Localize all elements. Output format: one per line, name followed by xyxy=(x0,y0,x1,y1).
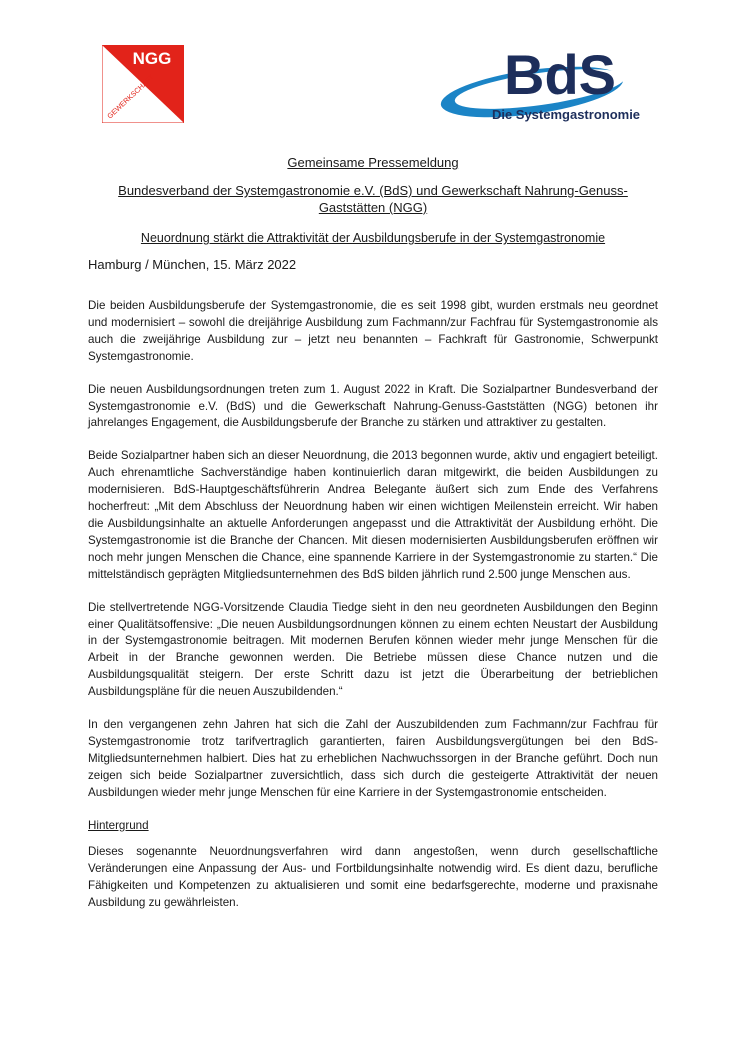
ngg-logo-subtext: GEWERKSCHAFT xyxy=(105,72,156,121)
section-heading-hintergrund: Hintergrund xyxy=(88,818,149,832)
document-title: Bundesverband der Systemgastronomie e.V. (BdS) und Gewerkschaft Nahrung-Genuss-Gaststätten (NGG) xyxy=(118,183,628,215)
background-paragraph: Dieses sogenannte Neuordnungsverfahren wird dann angestoßen, wenn durch gesellschaftliche Veränderungen eine Anpassung der Aus- und Fortbildungsinhalte notwendig wird. Es dient dazu, berufliche Fähigkeiten und Kompetenzen zu aktualisieren und somit eine bedarfsgerechte, moderne und praxisnahe Ausbildung zu gewährleisten. xyxy=(88,845,658,910)
body-paragraph: Die neuen Ausbildungsordnungen treten zum 1. August 2022 in Kraft. Die Sozialpartner Bundesverband der Systemgastronomie e.V. (BdS) und die Gewerkschaft Nahrung-Genuss-Gaststätten (NGG) betonen ihr jahrelanges Engagement, die Ausbildungsberufe der Branche zu stärken und attraktiver zu gestalten. xyxy=(88,382,658,430)
bds-logo-tagline: Die Systemgastronomie xyxy=(491,107,641,122)
ngg-logo-brand: NGG xyxy=(132,49,172,68)
dateline: Hamburg / München, 15. März 2022 xyxy=(88,257,297,272)
bds-logo-brand: BdS xyxy=(504,43,616,106)
body-paragraph: Die beiden Ausbildungsberufe der Systemgastronomie, die es seit 1998 gibt, wurden erstmals neu geordnet und modernisiert – sowohl die dreijährige Ausbildung zum Fachmann/zur Fachfrau für Systemgastronomie als auch die zweijährige Ausbildung zur – jetzt neu benannten – Fachkraft für Gastronomie, Schwerpunkt Systemgastronomie. xyxy=(88,299,658,363)
body-paragraph: Die stellvertretende NGG-Vorsitzende Claudia Tiedge sieht in den neu geordneten Ausbildungen den Beginn einer Qualitätsoffensive: „Die neuen Ausbildungsordnungen können zu einem echten Neustart der Ausbildung in der Systemgastronomie beitragen. Mit modernen Berufen können wieder mehr junge Menschen für die Arbeit in der Branche gewonnen werden. Die Betriebe müssen diese Chance nutzen und die Ausbildungsqualität steigern. Der erste Schritt dazu ist jetzt die Überarbeitung der betrieblichen Ausbildungspläne für die neuen Auszubildenden.“ xyxy=(88,600,658,699)
body-paragraph: Beide Sozialpartner haben sich an dieser Neuordnung, die 2013 begonnen wurde, aktiv und engagiert beteiligt. Auch ehrenamtliche Sachverständige haben kontinuierlich daran mitgewirkt, die beiden Ausbildungen zu modernisieren. BdS-Hauptgeschäftsführerin Andrea Belegante äußert sich zum Ende des Verfahrens hocherfreut: „Mit dem Abschluss der Neuordnung haben wir einen wichtigen Meilenstein erreicht. Wir haben die Ausbildungsinhalte an aktuelle Anforderungen angepasst und die Attraktivität der Ausbildung erhöht. Die Systemgastronomie ist die Branche der Chancen. Mit diesen modernisierten Ausbildungsberufen eröffnen wir noch mehr jungen Menschen die Chance, eine spannende Karriere in der Systemgastronomie zu starten.“ Die mittelständisch geprägten Mitgliedsunternehmen des BdS bilden jährlich rund 2.500 junge Menschen aus. xyxy=(88,449,658,581)
document-subtitle: Neuordnung stärkt die Attraktivität der Ausbildungsberufe in der Systemgastronomie xyxy=(140,231,606,245)
ngg-logo xyxy=(102,45,184,123)
bds-logo xyxy=(440,42,652,126)
press-release-body xyxy=(88,298,658,928)
document-label: Gemeinsame Pressemeldung xyxy=(287,155,459,170)
body-paragraph: In den vergangenen zehn Jahren hat sich die Zahl der Auszubildenden zum Fachmann/zur Fachfrau für Systemgastronomie trotz tarifvertraglich garantierten, fairen Ausbildungsvergütungen bei den BdS-Mitgliedsunternehmen halbiert. Dies hat zu erheblichen Nachwuchssorgen in der Branche geführt. Doch nun zeigen sich beide Sozialpartner zuversichtlich, dass sich durch die gesteigerte Attraktivität der neuen Ausbildungen wieder mehr junge Menschen für eine Karriere in der Systemgastronomie entscheiden. xyxy=(88,718,658,799)
